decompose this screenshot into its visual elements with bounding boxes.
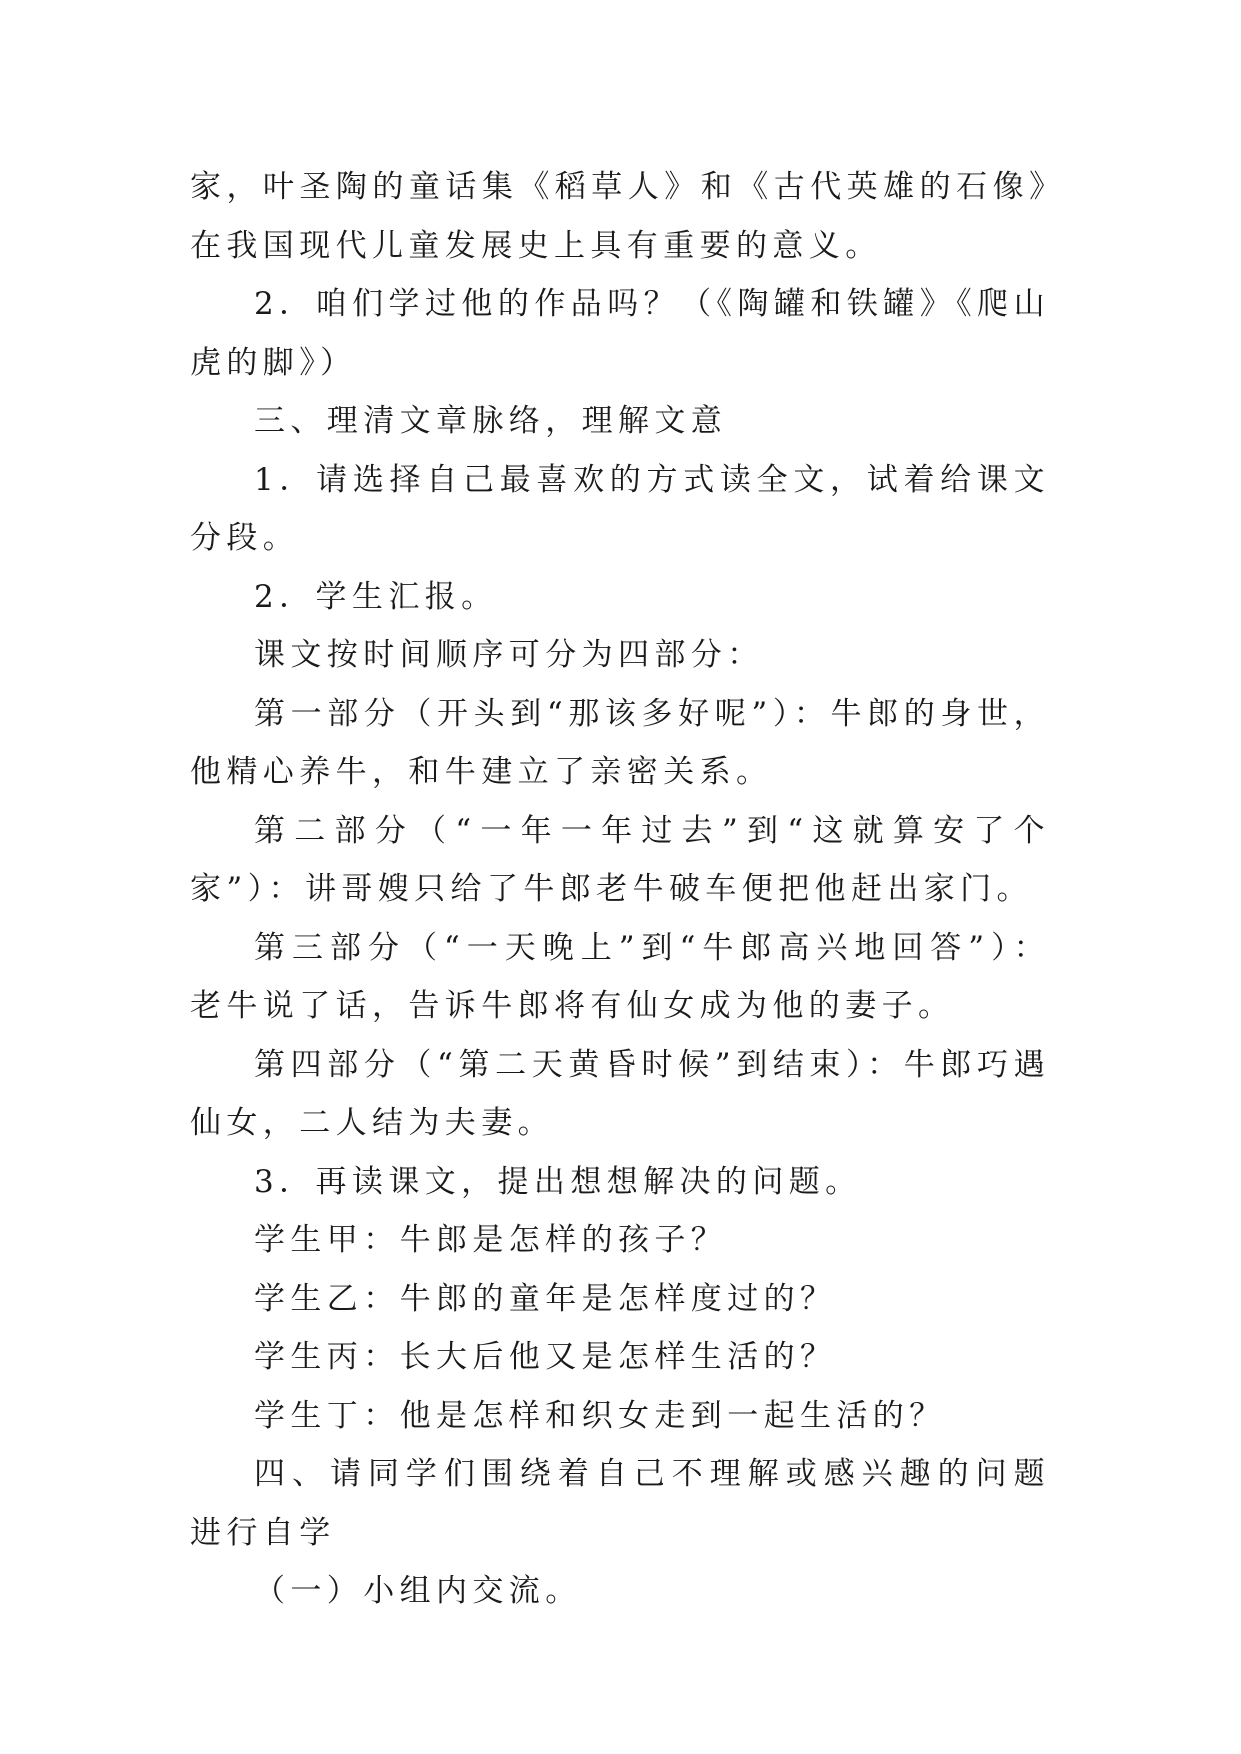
document-body xyxy=(190,158,1050,1621)
paragraph: 2．咱们学过他的作品吗？（《陶罐和铁罐》《爬山虎的脚》） xyxy=(190,286,1050,381)
paragraph: 课文按时间顺序可分为四部分： xyxy=(254,637,764,673)
paragraph: （一）小组内交流。 xyxy=(254,1573,582,1609)
paragraph: 3．再读课文，提出想想解决的问题。 xyxy=(254,1163,862,1200)
paragraph: 学生丙：长大后他又是怎样生活的？ xyxy=(254,1339,837,1375)
paragraph: 家，叶圣陶的童话集《稻草人》和《古代英雄的石像》在我国现代儿童发展史上具有重要的意义。 xyxy=(190,169,1050,264)
section-heading: 三、理清文章脉络，理解文意 xyxy=(254,403,728,439)
paragraph: 学生丁：他是怎样和织女走到一起生活的？ xyxy=(254,1397,946,1434)
paragraph: 学生乙：牛郎的童年是怎样度过的？ xyxy=(254,1280,837,1317)
paragraph: 第二部分（“一年一年过去”到“这就算安了个家”）：讲哥嫂只给了牛郎老牛破车便把他赶出家门。 xyxy=(190,812,1050,907)
paragraph: 1．请选择自己最喜欢的方式读全文，试着给课文分段。 xyxy=(190,461,1050,556)
paragraph: 第三部分（“一天晚上”到“牛郎高兴地回答”）：老牛说了话，告诉牛郎将有仙女成为他的妻子。 xyxy=(190,929,1050,1024)
paragraph: 2．学生汇报。 xyxy=(254,578,498,615)
paragraph: 学生甲：牛郎是怎样的孩子？ xyxy=(254,1222,728,1258)
section-heading: 四、请同学们围绕着自己不理解或感兴趣的问题进行自学 xyxy=(190,1456,1050,1551)
paragraph: 第四部分（“第二天黄昏时候”到结束）：牛郎巧遇仙女，二人结为夫妻。 xyxy=(190,1046,1050,1141)
paragraph: 第一部分（开头到“那该多好呢”）：牛郎的身世，他精心养牛，和牛建立了亲密关系。 xyxy=(190,695,1050,790)
